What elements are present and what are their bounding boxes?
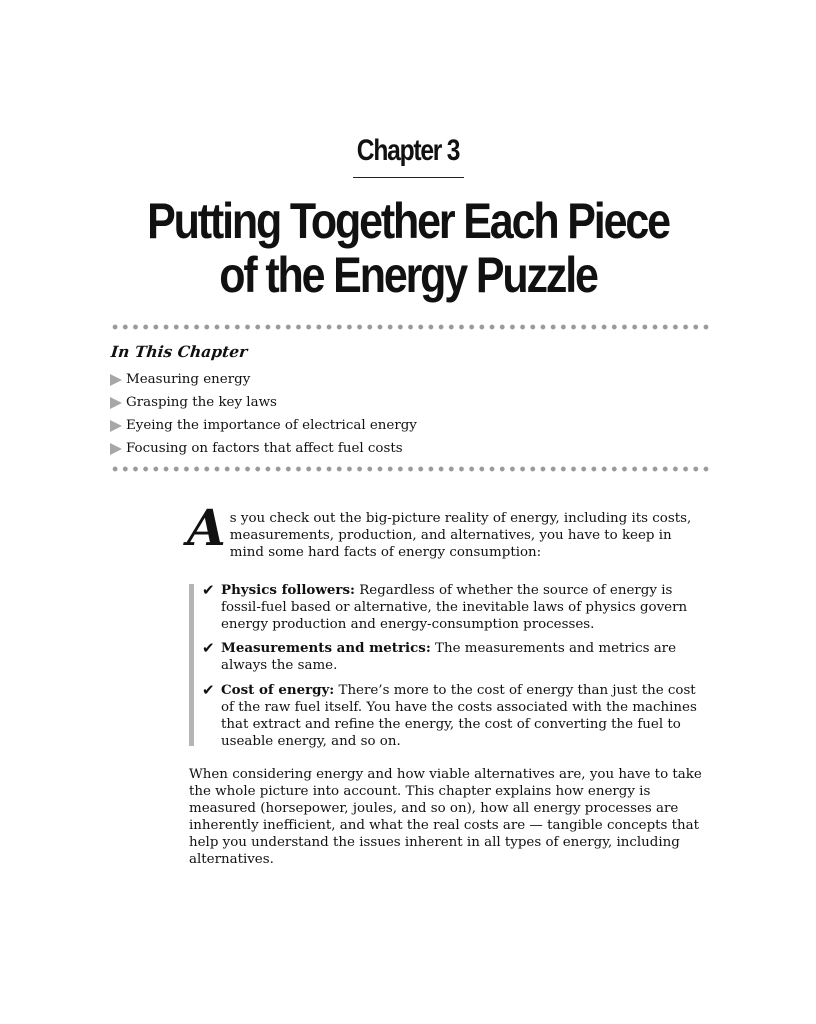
fact-item <box>202 682 702 750</box>
topic-item <box>110 391 417 414</box>
in-this-chapter-heading: In This Chapter <box>110 342 249 361</box>
checkmark-icon: ✔ <box>202 639 215 657</box>
fact-text: There’s more to the cost of energy than just the cost of the raw fuel itself. You have the costs associated with the machines that extract and refine the energy, the cost of converting the fuel to useable energy, and so on. <box>221 683 697 749</box>
fact-text: Regardless of whether the source of energy is fossil-fuel based or alternative, the inevitable laws of physics govern energy production and energy-consumption processes. <box>221 583 688 632</box>
checkmark-icon: ✔ <box>202 581 215 599</box>
fact-item <box>202 582 702 633</box>
intro-paragraph <box>187 498 705 561</box>
chapter-title-line-1: Putting Together Each Piece <box>147 193 669 249</box>
topic-item <box>110 437 417 460</box>
dotted-divider-bottom <box>110 466 710 472</box>
fact-term: Measurements and metrics: <box>221 640 431 656</box>
chapter-title-line-2: of the Energy Puzzle <box>219 247 597 303</box>
topic-text: Eyeing the importance of electrical energy <box>126 418 417 433</box>
dotted-divider-top <box>110 324 710 330</box>
fact-term: Cost of energy: <box>221 682 335 698</box>
topic-text: Focusing on factors that affect fuel costs <box>126 441 403 456</box>
topic-text: Measuring energy <box>126 372 251 387</box>
closing-paragraph: When considering energy and how viable alternatives are, you have to take the whole picture into account. This chapter explains how energy is measured (horsepower, joules, and so on), how all energy processes are inherently inefficient, and what the real costs are — tangible concepts that help you understand the issues inherent in all types of energy, including alternatives. <box>189 767 702 867</box>
drop-cap: A <box>187 498 226 557</box>
checkmark-icon: ✔ <box>202 681 215 699</box>
chapter-topics-list <box>110 368 417 460</box>
topic-item <box>110 414 417 437</box>
chapter-number: Chapter 3 <box>356 134 460 167</box>
triangle-bullet-icon <box>110 420 122 432</box>
fact-term: Physics followers: <box>221 582 355 598</box>
topic-item <box>110 368 417 391</box>
triangle-bullet-icon <box>110 374 122 386</box>
triangle-bullet-icon <box>110 443 122 455</box>
topic-text: Grasping the key laws <box>126 395 277 410</box>
fact-text: The measurements and metrics are always the same. <box>221 641 677 673</box>
chapter-title <box>0 194 816 302</box>
fact-item <box>202 640 702 674</box>
intro-text: s you check out the big-picture reality of energy, including its costs, measurements, production, and alternatives, you have to keep in mind some hard facts of energy consumption: <box>229 511 692 560</box>
sidebar-bar <box>189 584 194 746</box>
triangle-bullet-icon <box>110 397 122 409</box>
chapter-underline <box>353 177 464 178</box>
